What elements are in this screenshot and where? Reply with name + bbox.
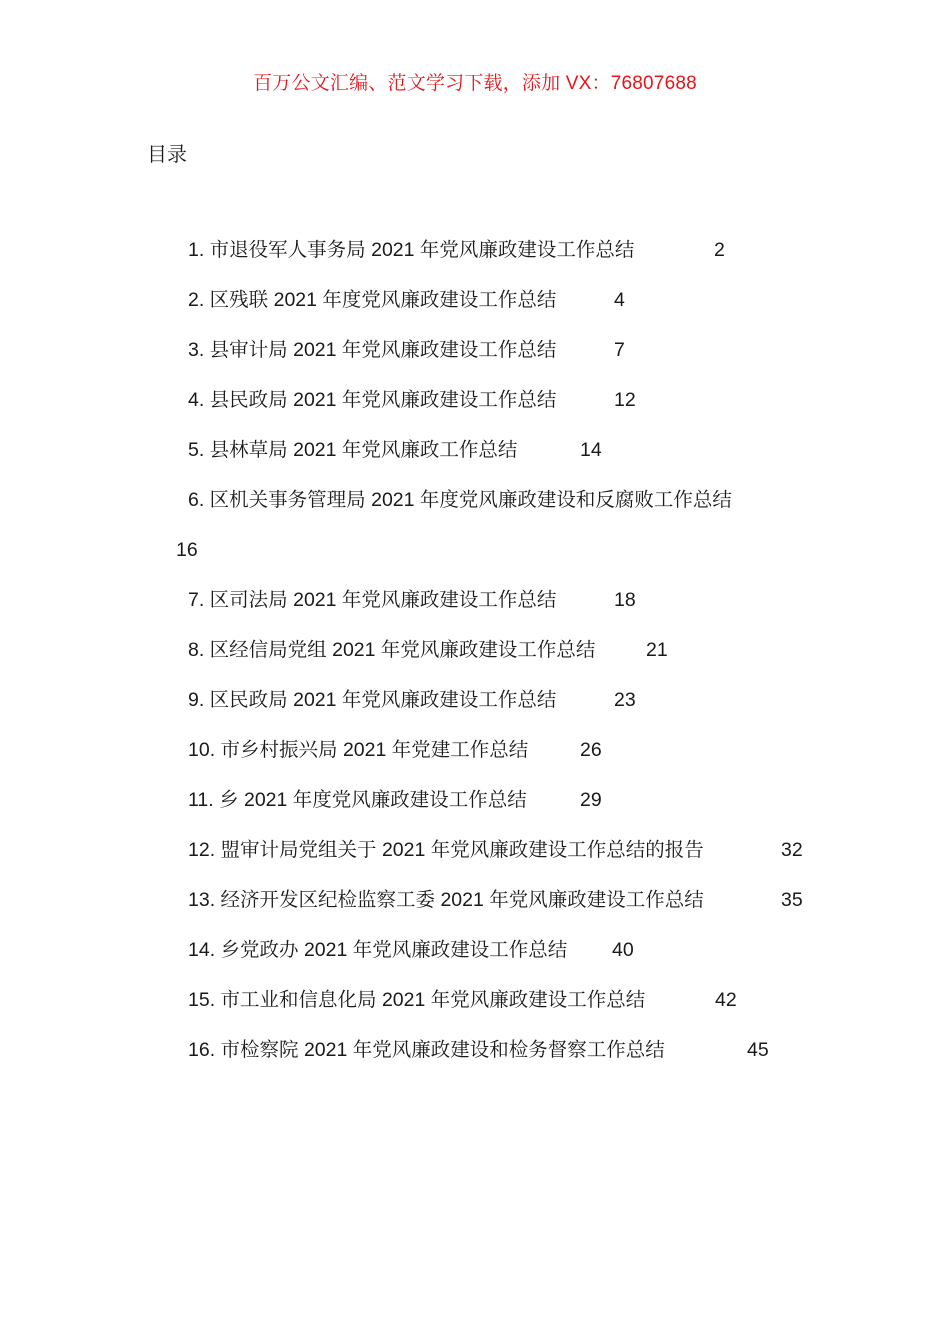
toc-entry-text: 8. 区经信局党组 2021 年党风廉政建设工作总结 <box>188 639 596 661</box>
toc-entry-9[interactable] <box>0 680 950 730</box>
toc-title: 目录 <box>147 144 187 166</box>
toc-entry-page: 2 <box>714 239 725 261</box>
toc-entry-text: 10. 市乡村振兴局 2021 年党建工作总结 <box>188 739 529 761</box>
toc-entry-page: 7 <box>614 339 625 361</box>
toc-entry-page: 18 <box>614 589 636 611</box>
toc-entry-text: 15. 市工业和信息化局 2021 年党风廉政建设工作总结 <box>188 989 646 1011</box>
toc-entry-15[interactable] <box>0 980 950 1030</box>
toc-entry-text: 6. 区机关事务管理局 2021 年度党风廉政建设和反腐败工作总结 <box>188 489 732 511</box>
toc-entry-text: 4. 县民政局 2021 年党风廉政建设工作总结 <box>188 389 557 411</box>
toc-entry-13[interactable] <box>0 880 950 930</box>
toc-entry-11[interactable] <box>0 780 950 830</box>
toc-entry-page: 4 <box>614 289 625 311</box>
toc-entry-page: 14 <box>580 439 602 461</box>
toc-entry-text: 16. 市检察院 2021 年党风廉政建设和检务督察工作总结 <box>188 1039 665 1061</box>
promo-header-note: 百万公文汇编、范文学习下载，添加 VX：76807688 <box>253 73 697 94</box>
toc-entry-text: 7. 区司法局 2021 年党风廉政建设工作总结 <box>188 589 557 611</box>
toc-entry-page: 35 <box>781 889 803 911</box>
toc-entry-12[interactable] <box>0 830 950 880</box>
toc-entry-page: 45 <box>747 1039 769 1061</box>
toc-entry-text: 9. 区民政局 2021 年党风廉政建设工作总结 <box>188 689 557 711</box>
toc-entry-page: 32 <box>781 839 803 861</box>
toc-entry-page: 21 <box>646 639 668 661</box>
toc-entry-text: 13. 经济开发区纪检监察工委 2021 年党风廉政建设工作总结 <box>188 889 704 911</box>
toc-entry-4[interactable] <box>0 380 950 430</box>
toc-entry-page: 40 <box>612 939 634 961</box>
toc-entry-text: 3. 县审计局 2021 年党风廉政建设工作总结 <box>188 339 557 361</box>
toc-entry-text: 11. 乡 2021 年度党风廉政建设工作总结 <box>188 789 527 811</box>
toc-entry-16[interactable] <box>0 1030 950 1080</box>
toc-entry-page: 26 <box>580 739 602 761</box>
toc-entry-6-page-line[interactable] <box>0 530 950 580</box>
toc-entry-5[interactable] <box>0 430 950 480</box>
toc-list <box>0 230 950 1080</box>
toc-entry-3[interactable] <box>0 330 950 380</box>
toc-entry-6[interactable] <box>0 480 950 530</box>
toc-entry-text: 1. 市退役军人事务局 2021 年党风廉政建设工作总结 <box>188 239 635 261</box>
toc-entry-1[interactable] <box>0 230 950 280</box>
toc-entry-text: 2. 区残联 2021 年度党风廉政建设工作总结 <box>188 289 557 311</box>
toc-entry-10[interactable] <box>0 730 950 780</box>
toc-entry-text: 12. 盟审计局党组关于 2021 年党风廉政建设工作总结的报告 <box>188 839 704 861</box>
toc-entry-2[interactable] <box>0 280 950 330</box>
toc-entry-page: 16 <box>176 539 198 561</box>
toc-entry-text: 5. 县林草局 2021 年党风廉政工作总结 <box>188 439 518 461</box>
toc-entry-page: 29 <box>580 789 602 811</box>
toc-entry-page: 23 <box>614 689 636 711</box>
toc-entry-8[interactable] <box>0 630 950 680</box>
toc-entry-14[interactable] <box>0 930 950 980</box>
toc-entry-page: 42 <box>715 989 737 1011</box>
toc-entry-text: 14. 乡党政办 2021 年党风廉政建设工作总结 <box>188 939 568 961</box>
toc-entry-7[interactable] <box>0 580 950 630</box>
toc-entry-page: 12 <box>614 389 636 411</box>
